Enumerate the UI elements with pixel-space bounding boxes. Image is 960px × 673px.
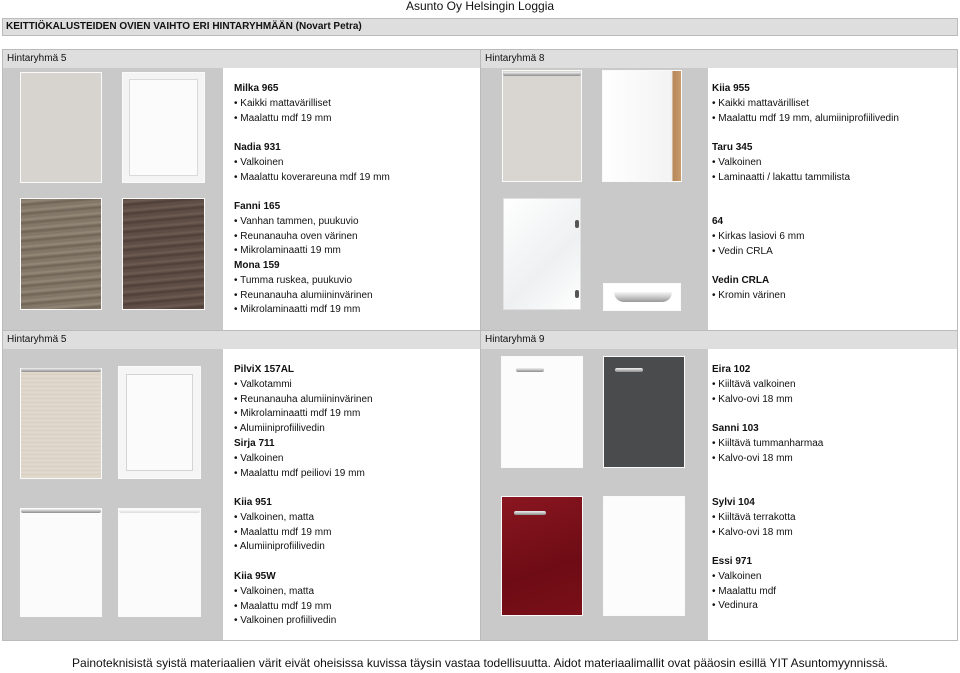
nadia-door-swatch (122, 72, 205, 183)
door-hinge-icon (575, 290, 579, 298)
product-name: Sanni 103 (712, 423, 759, 434)
product-feature: • Kirkas lasiovi 6 mm (712, 230, 804, 245)
product-sanni (712, 422, 823, 466)
product-taru (712, 141, 850, 185)
product-fanni (234, 200, 359, 259)
product-glass-64 (712, 215, 804, 259)
product-feature: • Kiiltävä terrakotta (712, 511, 796, 526)
product-name: Essi 971 (712, 556, 753, 567)
product-name: 64 (712, 216, 724, 227)
product-mona (234, 259, 373, 318)
row-divider (3, 330, 957, 331)
product-name: Eira 102 (712, 364, 751, 375)
footer-disclaimer: Painoteknisistä syistä materiaalien värit eivät oheisissa kuvissa täysin vastaa todellisuutta. Aidot materiaalimallit ovat pääosin esillä YIT Asuntomyynnissä. (72, 656, 888, 670)
product-feature: • Kalvo-ovi 18 mm (712, 526, 796, 541)
product-feature: • Reunanauha oven värinen (234, 230, 359, 245)
product-feature: • Valkoinen, matta (234, 585, 336, 600)
product-name: Kiia 95W (234, 571, 276, 582)
product-sylvi (712, 496, 796, 540)
product-feature: • Maalattu mdf 19 mm (234, 600, 336, 615)
fanni-door-swatch (20, 198, 102, 310)
crla-handle-icon (614, 292, 672, 302)
product-name: Fanni 165 (234, 201, 281, 212)
kiia951-door-swatch (20, 508, 102, 617)
product-feature: • Kiiltävä tummanharmaa (712, 437, 823, 452)
section-header-group9: Hintaryhmä 9 (481, 331, 957, 349)
sirja-door-swatch (118, 366, 201, 479)
product-feature: • Kiiltävä valkoinen (712, 378, 796, 393)
product-name: Sirja 711 (234, 438, 275, 449)
product-feature: • Maalattu mdf peiliovi 19 mm (234, 467, 365, 482)
page-title: KEITTIÖKALUSTEIDEN OVIEN VAIHTO ERI HINTARYHMÄÄN (Novart Petra) (2, 18, 958, 36)
crla-handle-swatch (603, 283, 681, 311)
essi-door-swatch (603, 496, 685, 616)
product-feature: • Valkotammi (234, 378, 373, 393)
eira-door-swatch (501, 356, 583, 468)
product-eira (712, 363, 796, 407)
product-feature: • Kromin värinen (712, 289, 786, 304)
product-feature: • Maalattu mdf (712, 585, 776, 600)
product-feature: • Mikrolaminaatti mdf 19 mm (234, 407, 373, 422)
kiia95w-door-swatch (118, 508, 201, 617)
product-feature: • Valkoinen profiilivedin (234, 614, 336, 629)
product-kiia951 (234, 496, 331, 555)
product-feature: • Reunanauha alumiininvärinen (234, 393, 373, 408)
product-feature: • Vedin CRLA (712, 245, 804, 260)
milka-door-swatch (20, 72, 102, 183)
product-feature: • Valkoinen (234, 156, 390, 171)
product-nadia (234, 141, 390, 185)
product-feature: • Alumiiniprofiilivedin (234, 540, 331, 555)
product-kiia95w (234, 570, 336, 629)
product-feature: • Mikrolaminaatti 19 mm (234, 244, 359, 259)
product-feature: • Maalattu mdf 19 mm (234, 112, 331, 127)
product-name: PilviX 157AL (234, 364, 295, 375)
aluminium-edge-icon (21, 368, 101, 372)
mona-door-swatch (122, 198, 205, 310)
pilvix-door-swatch (20, 368, 102, 479)
section-header-group5-bottom: Hintaryhmä 5 (3, 331, 480, 349)
product-feature: • Kaikki mattavärilliset (712, 97, 899, 112)
product-feature: • Valkoinen, matta (234, 511, 331, 526)
product-feature: • Vanhan tammen, puukuvio (234, 215, 359, 230)
product-name: Kiia 951 (234, 497, 272, 508)
column-divider (480, 50, 481, 640)
product-grid (2, 49, 958, 641)
product-name: Milka 965 (234, 83, 279, 94)
kiia955-door-swatch (502, 70, 582, 182)
product-kiia955 (712, 82, 899, 126)
product-name: Vedin CRLA (712, 275, 770, 286)
product-feature: • Maalattu mdf 19 mm (234, 526, 331, 541)
product-crla (712, 274, 786, 304)
white-handle-icon (119, 509, 200, 513)
product-feature: • Reunanauha alumiininvärinen (234, 289, 373, 304)
taru-door-swatch (602, 70, 682, 182)
product-feature: • Valkoinen (712, 156, 850, 171)
handle-icon (514, 511, 546, 515)
handle-icon (516, 368, 544, 372)
section-header-group8: Hintaryhmä 8 (481, 50, 957, 68)
product-name: Taru 345 (712, 142, 753, 153)
product-essi (712, 555, 776, 614)
handle-icon (615, 368, 643, 372)
product-feature: • Tumma ruskea, puukuvio (234, 274, 373, 289)
product-feature: • Maalattu koverareuna mdf 19 mm (234, 171, 390, 186)
product-feature: • Kalvo-ovi 18 mm (712, 393, 796, 408)
product-feature: • Kaikki mattavärilliset (234, 97, 331, 112)
company-name: Asunto Oy Helsingin Loggia (405, 0, 555, 13)
glass-door-64-swatch (503, 198, 581, 310)
product-feature: • Laminaatti / lakattu tammilista (712, 171, 850, 186)
product-feature: • Vedinura (712, 599, 776, 614)
aluminium-handle-icon (503, 72, 581, 76)
product-feature: • Valkoinen (712, 570, 776, 585)
product-pilvix (234, 363, 373, 437)
product-name: Sylvi 104 (712, 497, 755, 508)
product-milka (234, 82, 331, 126)
product-feature: • Valkoinen (234, 452, 365, 467)
door-hinge-icon (575, 220, 579, 228)
product-feature: • Mikrolaminaatti mdf 19 mm (234, 303, 373, 318)
product-name: Nadia 931 (234, 142, 281, 153)
product-feature: • Maalattu mdf 19 mm, alumiiniprofiilivedin (712, 112, 899, 127)
sanni-door-swatch (603, 356, 685, 468)
product-name: Kiia 955 (712, 83, 750, 94)
aluminium-handle-icon (21, 509, 101, 513)
product-name: Mona 159 (234, 260, 280, 271)
product-feature: • Alumiiniprofiilivedin (234, 422, 373, 437)
product-feature: • Kalvo-ovi 18 mm (712, 452, 823, 467)
section-header-group5-top: Hintaryhmä 5 (3, 50, 480, 68)
product-sirja (234, 437, 365, 481)
